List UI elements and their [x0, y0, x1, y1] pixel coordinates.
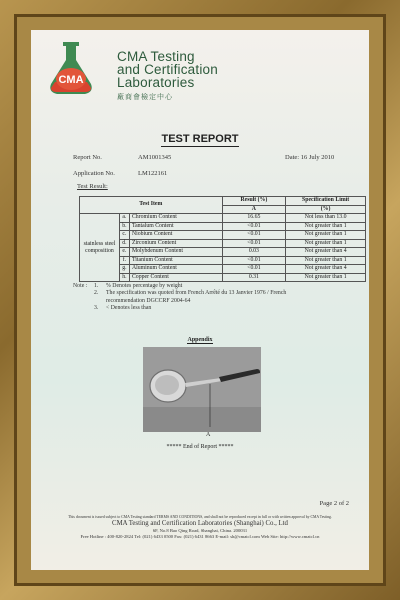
item-spec: Not less than 13.0: [286, 214, 366, 223]
item-name: Aluminum Content: [129, 265, 222, 274]
table-row: [80, 248, 366, 257]
col-header-spec-sub: (%): [286, 205, 366, 214]
item-letter: c.: [119, 231, 129, 240]
note-item: recommendation DGCCRF 2004-64: [106, 297, 191, 304]
composition-group-label: stainless steel composition: [80, 214, 120, 282]
notes-label: Note :: [73, 283, 88, 289]
item-name: Titanium Content: [129, 256, 222, 265]
table-row: [80, 273, 366, 282]
item-name: Chromium Content: [129, 214, 222, 223]
item-spec: Not greater than 1: [286, 231, 366, 240]
note-item: % Denotes percentage by weight: [106, 283, 183, 289]
application-no-value: LM122161: [138, 170, 168, 177]
item-spec: Not greater than 1: [286, 222, 366, 231]
item-letter: b.: [119, 222, 129, 231]
lab-name-line3: Laboratories: [117, 75, 195, 90]
item-result: 16.65: [222, 214, 286, 223]
col-header-test-item: Test Item: [80, 197, 223, 214]
item-result: <0.01: [222, 222, 286, 231]
item-letter: f.: [119, 256, 129, 265]
end-of-report: ***** End of Report *****: [166, 444, 234, 450]
item-spec: Not greater than 1: [286, 273, 366, 282]
note-item: The specification was quoted from French Arrêté du 13 Janvier 1976 / French: [106, 290, 287, 297]
item-result: <0.01: [222, 231, 286, 240]
footer-company: CMA Testing and Certification Laboratories (Shanghai) Co., Ltd: [112, 520, 288, 527]
lab-name-block: [117, 50, 218, 104]
test-result-label: Test Result:: [77, 183, 108, 190]
item-name: Zirconium Content: [129, 239, 222, 248]
item-name: Copper Content: [129, 273, 222, 282]
table-row: [80, 222, 366, 231]
item-letter: d.: [119, 239, 129, 248]
page-number: Page 2 of 2: [319, 500, 349, 507]
table-row: [80, 265, 366, 274]
lab-name-line1: CMA Testing: [117, 49, 195, 64]
cma-flask-logo: [41, 38, 101, 98]
lab-name-line2: and Certification: [117, 62, 218, 77]
report-title: TEST REPORT: [161, 133, 239, 145]
item-result: <0.01: [222, 256, 286, 265]
report-no-value: AM1001345: [138, 154, 172, 161]
table-row: [80, 231, 366, 240]
note-item: < Denotes less than: [106, 304, 152, 311]
item-name: Niobium Content: [129, 231, 222, 240]
footer-contact: Free Hotline : 400-820-2824 Tel: (021) 6433 0500 Fax: (021) 6431 8663 E-mail: sh@cmatcl.com Web Site: http://www.cmatcl.cn: [80, 534, 320, 539]
document-footer: [31, 515, 369, 539]
certificate-document: [31, 30, 369, 570]
item-letter: e.: [119, 248, 129, 257]
col-header-result-sub: A: [222, 205, 286, 214]
application-no-label: Application No.: [73, 170, 115, 177]
report-no-label: Report No.: [73, 154, 102, 161]
footer-notice: This document is issued subject to CMA Testing standard TERMS AND CONDITIONS, and shall not be reproduced except in full or with written approval by CMA Testing.: [68, 515, 332, 519]
item-letter: g.: [119, 265, 129, 274]
item-name: Molybdenum Content: [129, 248, 222, 257]
item-result: 0.31: [222, 273, 286, 282]
ladle-photo: [143, 347, 261, 432]
lab-name-chinese: 廠商會檢定中心: [117, 94, 173, 101]
item-result: <0.01: [222, 265, 286, 274]
item-spec: Not greater than 1: [286, 239, 366, 248]
test-result-table: [79, 196, 366, 282]
item-spec: Not greater than 1: [286, 256, 366, 265]
item-result: <0.01: [222, 239, 286, 248]
footer-address: 6F, No.8 Bao Qing Road, Shanghai, China. 200031: [152, 528, 248, 533]
photo-label-a: A: [206, 432, 211, 438]
table-row: [80, 256, 366, 265]
logo-lettering: CMA: [58, 74, 84, 86]
item-spec: Not greater than 4: [286, 248, 366, 257]
item-result: 0.03: [222, 248, 286, 257]
report-notes: Note : 1. % Denotes percentage by weight 2. The specification was quoted from French Arrêté du 13 Janvier 1976 / French recommendation DGCCRF 2004-64 3. < Denotes less than: [73, 283, 287, 311]
table-row: [80, 239, 366, 248]
item-name: Tantalum Content: [129, 222, 222, 231]
col-header-spec: Specification Limit: [286, 197, 366, 206]
item-letter: h.: [119, 273, 129, 282]
appendix-title: Appendix: [187, 337, 213, 343]
item-spec: Not greater than 4: [286, 265, 366, 274]
col-header-result: Result (%): [222, 197, 286, 206]
table-row: [80, 214, 366, 223]
report-date: Date: 16 July 2010: [285, 154, 335, 161]
item-letter: a.: [119, 214, 129, 223]
